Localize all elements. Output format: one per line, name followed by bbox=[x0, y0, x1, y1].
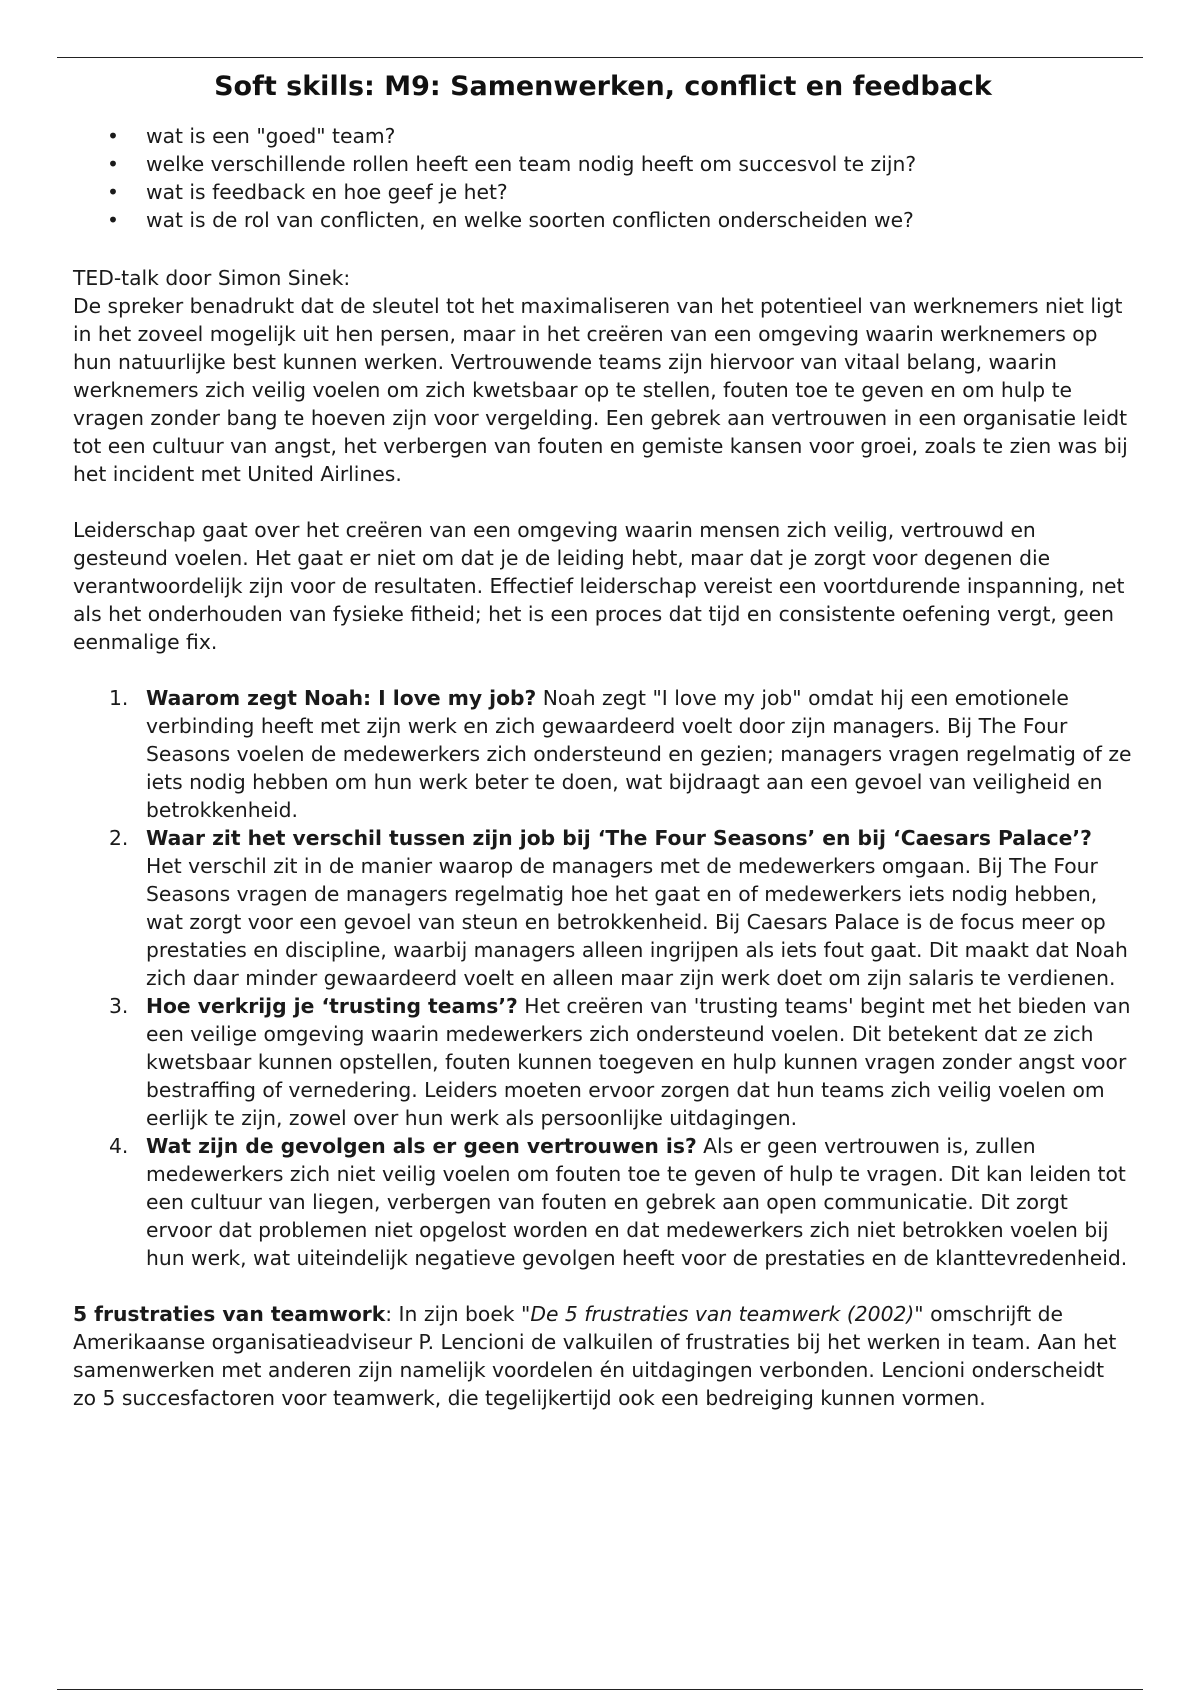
ted-heading: TED-talk door Simon Sinek: bbox=[73, 266, 351, 290]
list-item bbox=[73, 684, 1133, 824]
frustrations-heading: 5 frustraties van teamwork bbox=[73, 1302, 386, 1326]
answer-text: Het verschil zit in de manier waarop de managers met de medewerkers omgaan. Bij The Four Seasons vragen de managers regelmatig hoe het gaat en of medewerkers iets nodig hebben, wat zorgt voor een gevoel van steun en betrokkenheid. Bij Caesars Palace is de focus meer op prestaties en discipline, waarbij managers alleen ingrijpen als iets fout gaat. Dit maakt dat Noah zich daar minder gewaardeerd voelt en alleen maar zijn werk doet om zijn salaris te verdienen. bbox=[146, 854, 1128, 990]
top-rule bbox=[57, 57, 1143, 58]
list-item bbox=[73, 824, 1133, 992]
question-number: 3. bbox=[109, 994, 129, 1018]
list-item bbox=[73, 1132, 1133, 1272]
list-item bbox=[73, 150, 1133, 178]
frustrations-paragraph bbox=[73, 1300, 1133, 1412]
bullet-text: wat is de rol van conflicten, en welke soorten conflicten onderscheiden we? bbox=[146, 208, 914, 232]
question-number: 1. bbox=[109, 686, 129, 710]
question-text: Waarom zegt Noah: I love my job? bbox=[146, 686, 537, 710]
frustrations-intro: : In zijn boek " bbox=[385, 1302, 531, 1326]
list-item bbox=[73, 178, 1133, 206]
bullet-icon: • bbox=[107, 208, 119, 232]
list-item bbox=[73, 992, 1133, 1132]
question-number: 2. bbox=[109, 826, 129, 850]
list-item bbox=[73, 206, 1133, 234]
question-text: Hoe verkrijg je ‘trusting teams’? bbox=[146, 994, 518, 1018]
bottom-rule bbox=[57, 1689, 1143, 1690]
ted-section bbox=[73, 264, 1133, 488]
bullet-icon: • bbox=[107, 152, 119, 176]
ted-paragraph: De spreker benadrukt dat de sleutel tot het maximaliseren van het potentieel van werknemers niet ligt in het zoveel mogelijk uit hen persen, maar in het creëren van een omgeving waarin werknemers op hun natuurlijke best kunnen werken. Vertrouwende teams zijn hiervoor van vitaal belang, waarin werknemers zich veilig voelen om zich kwetsbaar op te stellen, fouten toe te geven en om hulp te vragen zonder bang te hoeven zijn voor vergelding. Een gebrek aan vertrouwen in een organisatie leidt tot een cultuur van angst, het verbergen van fouten en gemiste kansen voor groei, zoals te zien was bij het incident met United Airlines. bbox=[73, 294, 1128, 486]
question-number: 4. bbox=[109, 1134, 129, 1158]
question-text: Waar zit het verschil tussen zijn job bij ‘The Four Seasons’ en bij ‘Caesars Palace’? bbox=[146, 826, 1092, 850]
bullet-text: wat is feedback en hoe geef je het? bbox=[146, 180, 508, 204]
question-list bbox=[73, 684, 1133, 1272]
bullet-icon: • bbox=[107, 180, 119, 204]
bullet-text: wat is een "goed" team? bbox=[146, 124, 396, 148]
topic-bullet-list bbox=[73, 122, 1133, 234]
list-item bbox=[73, 122, 1133, 150]
leadership-paragraph: Leiderschap gaat over het creëren van een omgeving waarin mensen zich veilig, vertrouwd en gesteund voelen. Het gaat er niet om dat je de leiding hebt, maar dat je zorgt voor degenen die verantwoordelijk zijn voor de resultaten. Effectief leiderschap vereist een voortdurende inspanning, net als het onderhouden van fysieke fitheid; het is een proces dat tijd en consistente oefening vergt, geen eenmalige fix. bbox=[73, 518, 1125, 654]
page-title: Soft skills: M9: Samenwerken, conflict en feedback bbox=[214, 71, 992, 102]
frustrations-rest: " omschrijft de Amerikaanse organisatieadviseur P. Lencioni de valkuilen of frustraties bij het werken in team. Aan het samenwerken met anderen zijn namelijk voordelen én uitdagingen verbonden. Lencioni onderscheidt zo 5 succesfactoren voor teamwerk, die tegelijkertijd ook een bedreiging kunnen vormen. bbox=[73, 1302, 1117, 1410]
answer-text: Het creëren van 'trusting teams' begint met het bieden van een veilige omgeving waarin medewerkers zich ondersteund voelen. Dit betekent dat ze zich kwetsbaar kunnen opstellen, fouten kunnen toegeven en hulp kunnen vragen zonder angst voor bestraffing of vernedering. Leiders moeten ervoor zorgen dat hun teams zich veilig voelen om eerlijk te zijn, zowel over hun werk als persoonlijke uitdagingen. bbox=[146, 994, 1131, 1130]
bullet-text: welke verschillende rollen heeft een team nodig heeft om succesvol te zijn? bbox=[146, 152, 917, 176]
question-text: Wat zijn de gevolgen als er geen vertrouwen is? bbox=[146, 1134, 697, 1158]
bullet-icon: • bbox=[107, 124, 119, 148]
book-title: De 5 frustraties van teamwerk (2002) bbox=[530, 1302, 915, 1326]
answer-text: Noah zegt "I love my job" omdat hij een emotionele verbinding heeft met zijn werk en zich gewaardeerd voelt door zijn managers. Bij The Four Seasons voelen de medewerkers zich ondersteund en gezien; managers vragen regelmatig of ze iets nodig hebben om hun werk beter te doen, wat bijdraagt aan een gevoel van veiligheid en betrokkenheid. bbox=[146, 686, 1132, 822]
document-page bbox=[73, 62, 1133, 1412]
answer-text: Als er geen vertrouwen is, zullen medewerkers zich niet veilig voelen om fouten toe te geven of hulp te vragen. Dit kan leiden tot een cultuur van liegen, verbergen van fouten en gebrek aan open communicatie. Dit zorgt ervoor dat problemen niet opgelost worden en dat medewerkers zich niet betrokken voelen bij hun werk, wat uiteindelijk negatieve gevolgen heeft voor de prestaties en de klanttevredenheid. bbox=[146, 1134, 1128, 1270]
